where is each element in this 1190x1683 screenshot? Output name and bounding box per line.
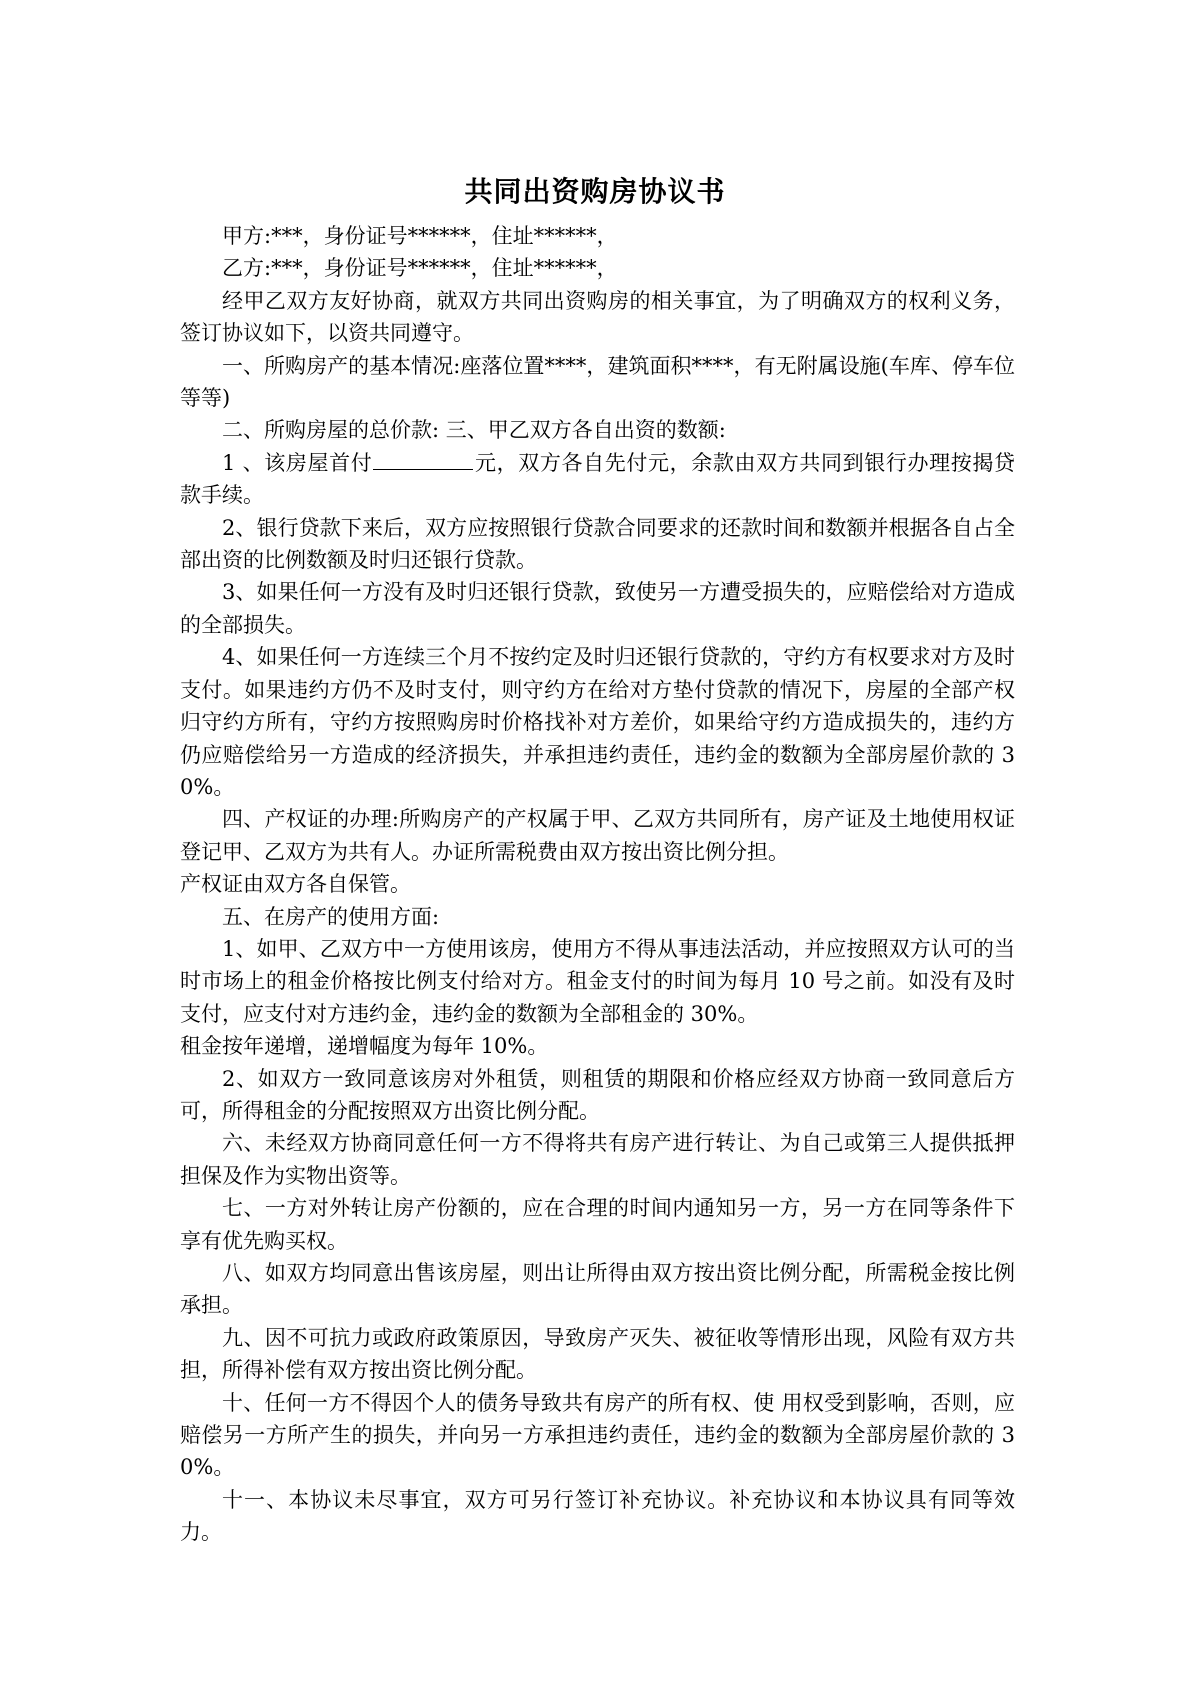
item-2-loan-repayment: 2、银行贷款下来后，双方应按照银行贷款合同要求的还款时间和数额并根据各自占全部出资的比例数额及时归还银行贷款。: [180, 515, 1015, 573]
item-1-text-after: 元，双方各自先付元，余款由双方共同到银行办理按揭贷款手续。: [180, 450, 1015, 508]
document-body: [180, 220, 1015, 1549]
item-1-down-payment: [180, 447, 1015, 512]
clause-5-usage-heading: 五、在房产的使用方面:: [222, 904, 440, 929]
down-payment-blank: [373, 447, 473, 470]
usage-item-1-rent: 1、如甲、乙双方中一方使用该房，使用方不得从事违法活动，并应按照双方认可的当时市场上的租金价格按比例支付给对方。租金支付的时间为每月 10 号之前。如没有及时支付，应支付对方违约金，违约金的数额为全部租金的 30%。: [180, 936, 1015, 1026]
document-title: 共同出资购房协议书: [464, 175, 726, 208]
party-a-line: 甲方:***，身份证号******，住址******，: [222, 224, 618, 248]
clause-1-property-info: 一、所购房产的基本情况:座落位置****，建筑面积****，有无附属设施(车库、停车位等等): [180, 353, 1015, 411]
clause-2-3-price-contribution: 二、所购房屋的总价款: 三、甲乙双方各自出资的数额:: [222, 418, 726, 443]
certificate-custody: 产权证由双方各自保管。: [180, 872, 411, 897]
clause-7-preemption: 七、一方对外转让房产份额的，应在合理的时间内通知另一方，另一方在同等条件下享有优先购买权。: [180, 1196, 1015, 1253]
item-3-late-repayment: 3、如果任何一方没有及时归还银行贷款，致使另一方遭受损失的，应赔偿给对方造成的全部损失。: [180, 580, 1015, 637]
party-b-line: 乙方:***，身份证号******，住址******，: [222, 256, 618, 281]
rent-increase-line: 租金按年递增，递增幅度为每年 10%。: [180, 1034, 549, 1059]
preamble-paragraph: 经甲乙双方友好协商，就双方共同出资购房的相关事宜，为了明确双方的权利义务，签订协议如下，以资共同遵守。: [180, 288, 1015, 346]
clause-6-transfer-restriction: 六、未经双方协商同意任何一方不得将共有房产进行转让、为自己或第三人提供抵押担保及作为实物出资等。: [180, 1131, 1015, 1188]
clause-10-personal-debt: 十、任何一方不得因个人的债务导致共有房产的所有权、使 用权受到影响，否则，应赔偿另一方所产生的损失，并向另一方承担违约责任，违约金的数额为全部房屋价款的 30%。: [180, 1390, 1015, 1480]
clause-8-sale: 八、如双方均同意出售该房屋，则出让所得由双方按出资比例分配，所需税金按比例承担。: [180, 1261, 1015, 1318]
clause-11-supplementary: 十一、本协议未尽事宜，双方可另行签订补充协议。补充协议和本协议具有同等效力。: [180, 1487, 1015, 1545]
clause-9-force-majeure: 九、因不可抗力或政府政策原因，导致房产灭失、被征收等情形出现，风险有双方共担，所得补偿有双方按出资比例分配。: [180, 1325, 1015, 1383]
usage-item-2-lease: 2、如双方一致同意该房对外租赁，则租赁的期限和价格应经双方协商一致同意后方可，所得租金的分配按照双方出资比例分配。: [180, 1066, 1015, 1123]
clause-4-property-certificate: 四、产权证的办理:所购房产的产权属于甲、乙双方共同所有，房产证及土地使用权证登记甲、乙双方为共有人。办证所需税费由双方按出资比例分担。: [180, 807, 1015, 864]
item-4-default-clause: 4、如果任何一方连续三个月不按约定及时归还银行贷款的，守约方有权要求对方及时支付。如果违约方仍不及时支付，则守约方在给对方垫付贷款的情况下，房屋的全部产权归守约方所有，守约方按照购房时价格找补对方差价，如果给守约方造成损失的，违约方仍应赔偿给另一方造成的经济损失，并承担违约责任，违约金的数额为全部房屋价款的 30%。: [180, 645, 1015, 799]
item-1-text-before: 1 、该房屋首付: [222, 450, 373, 475]
